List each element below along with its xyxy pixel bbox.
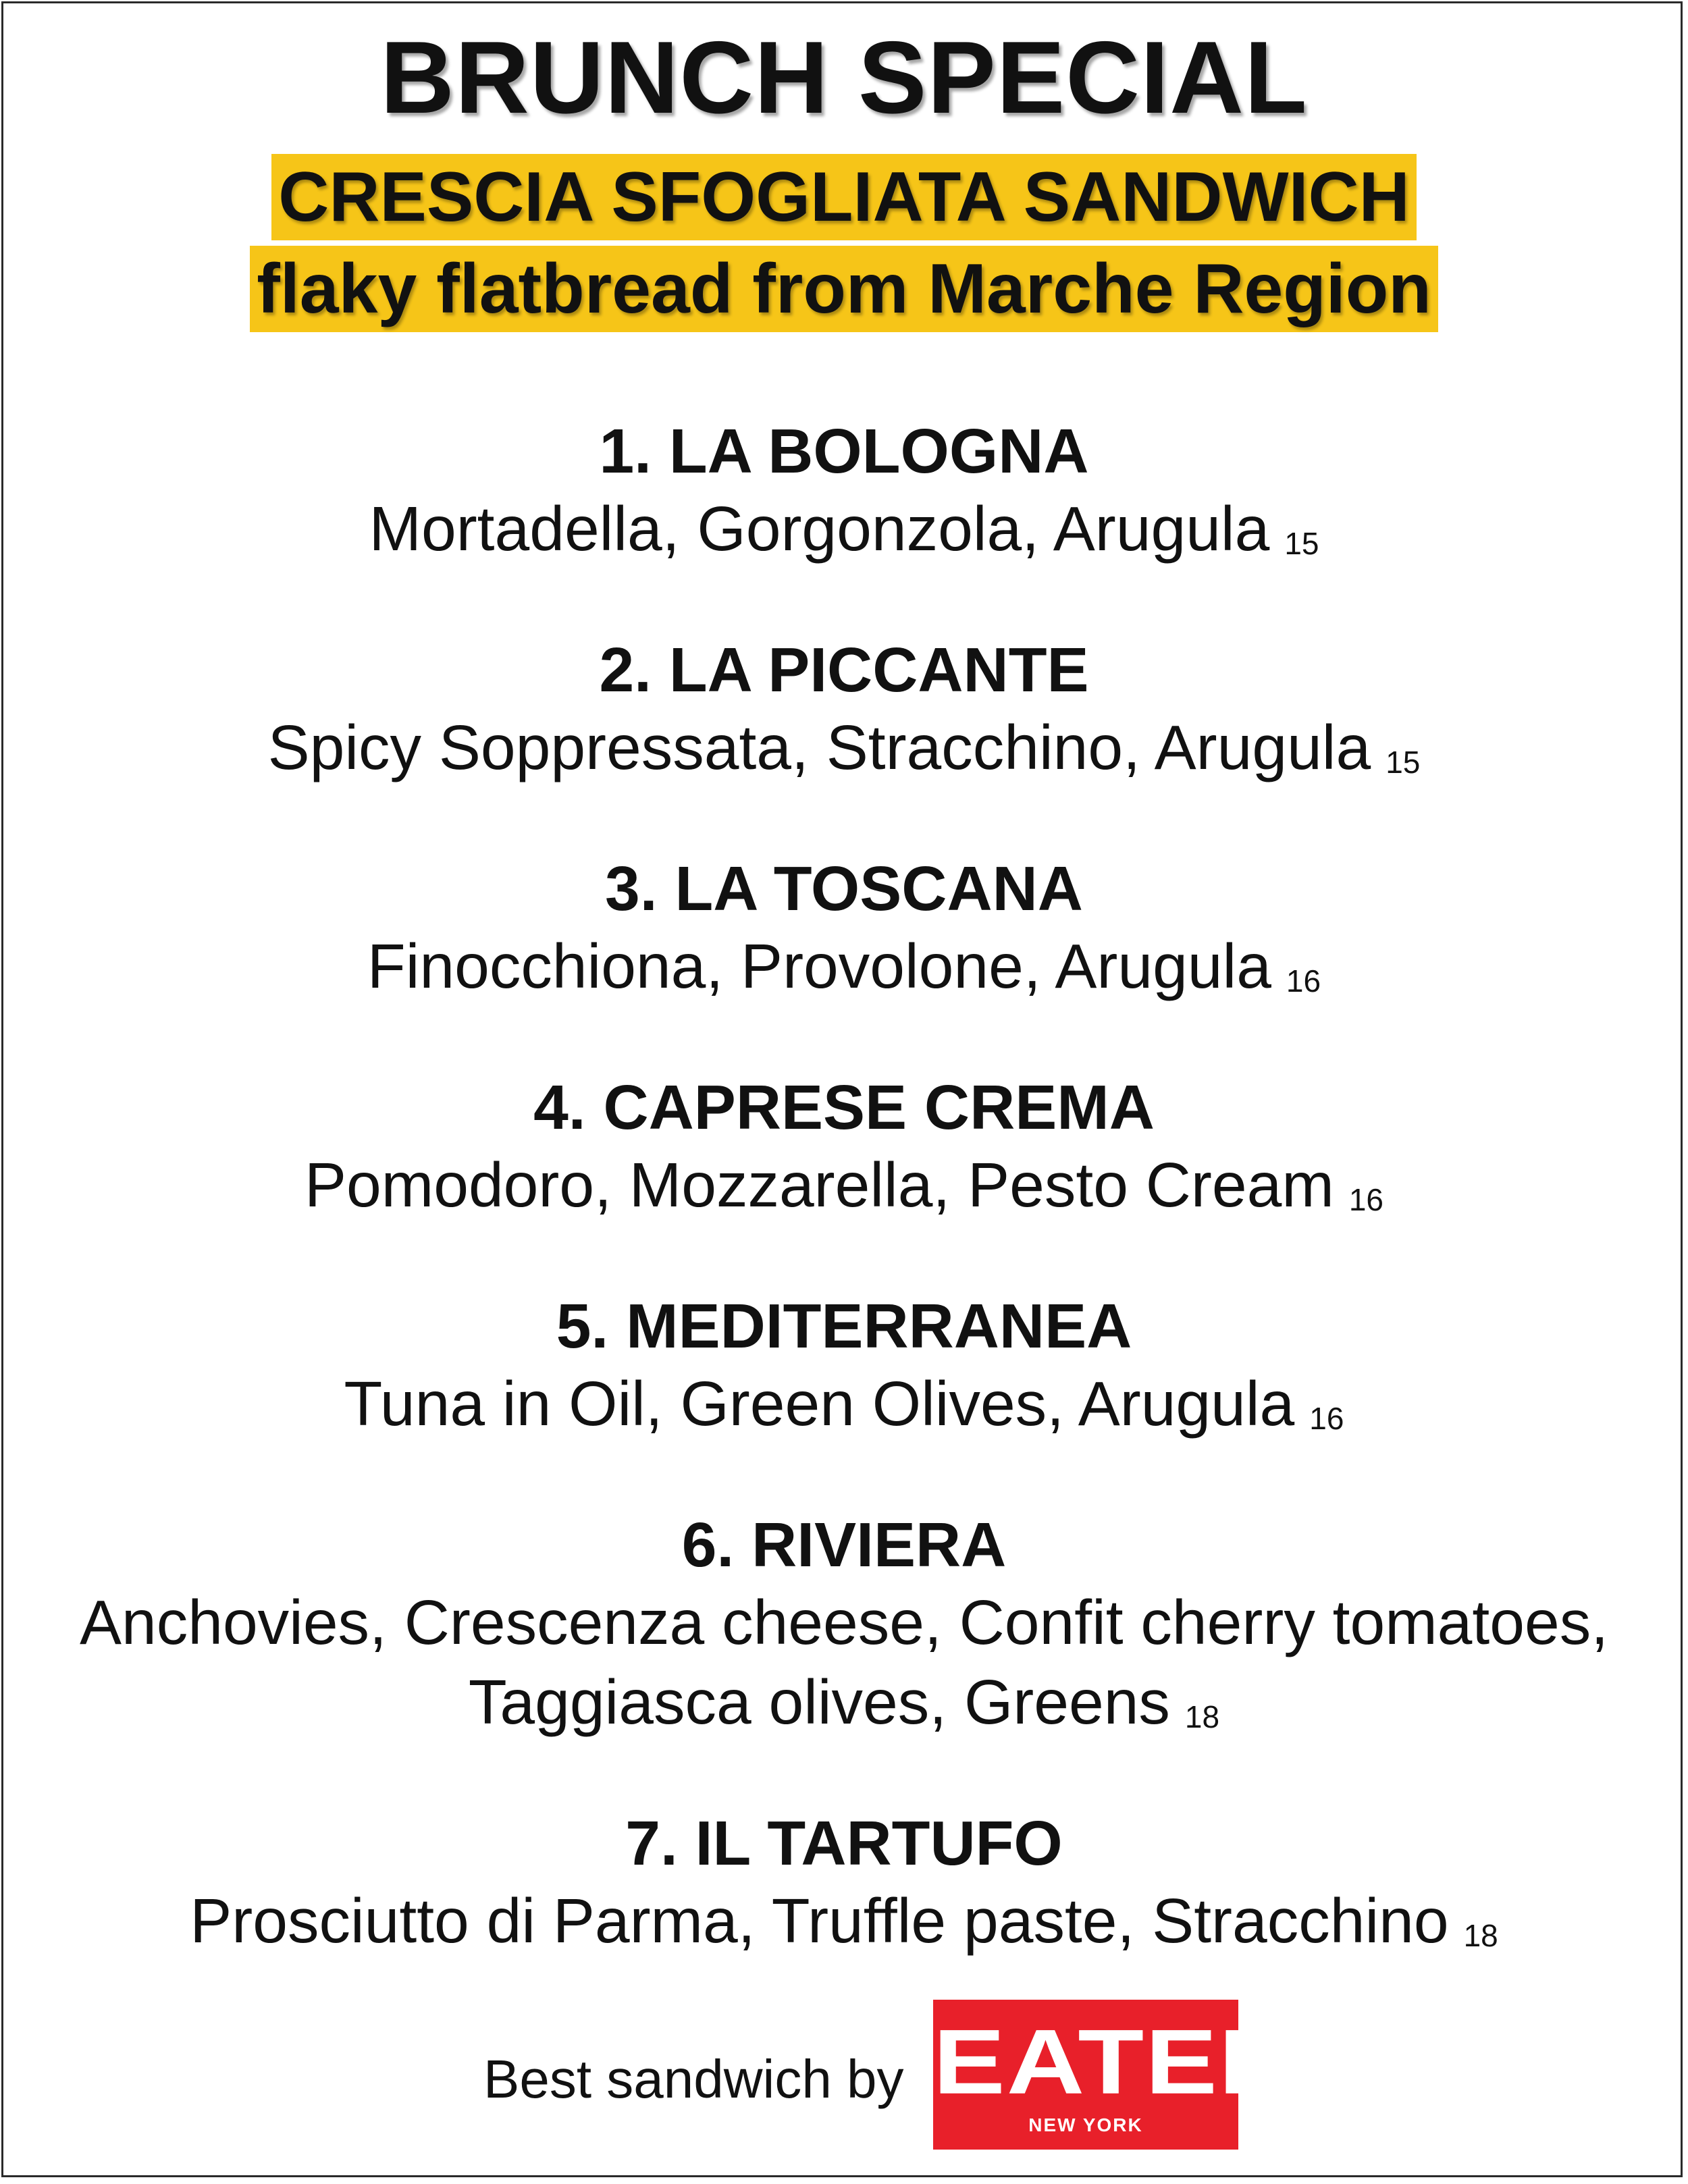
- item-description-line-1: Anchovies, Crescenza cheese, Confit cherry tomatoes,: [79, 1587, 1609, 1657]
- menu-item: [0, 1288, 1688, 1458]
- tagline-row: [0, 246, 1688, 332]
- item-price: 16: [1309, 1401, 1344, 1436]
- item-price: 15: [1284, 526, 1319, 561]
- item-price: 18: [1463, 1918, 1498, 1953]
- eater-logo: [933, 2000, 1298, 2150]
- menu-item: [0, 632, 1688, 802]
- menu-title: BRUNCH SPECIAL: [380, 20, 1308, 135]
- subtitle-row: [0, 154, 1688, 240]
- item-price: 18: [1184, 1699, 1220, 1734]
- eater-logo-subtitle: NEW YORK: [1028, 2114, 1143, 2135]
- item-ingredients: Taggiasca olives, Greens: [468, 1667, 1170, 1737]
- menu-item: [0, 1069, 1688, 1240]
- item-name: 3. LA TOSCANA: [605, 853, 1083, 924]
- item-description: [0, 708, 1688, 802]
- menu-item: [0, 851, 1688, 1021]
- item-name: 6. RIVIERA: [681, 1510, 1007, 1580]
- item-price: 15: [1386, 745, 1421, 780]
- footer-caption: Best sandwich by: [483, 2049, 904, 2109]
- item-description-line-2: [0, 1662, 1688, 1757]
- item-ingredients: Prosciutto di Parma, Truffle paste, Stracchino: [190, 1886, 1449, 1956]
- item-ingredients: Finocchiona, Provolone, Arugula: [367, 931, 1271, 1001]
- item-name: 5. MEDITERRANEA: [556, 1291, 1132, 1361]
- item-price: 16: [1286, 963, 1321, 998]
- item-description: [0, 1145, 1688, 1240]
- item-name: 2. LA PICCANTE: [599, 635, 1089, 705]
- item-description: [0, 489, 1688, 583]
- tagline-highlight: flaky flatbread from Marche Region: [250, 246, 1438, 332]
- item-ingredients: Mortadella, Gorgonzola, Arugula: [369, 494, 1270, 564]
- item-ingredients: Tuna in Oil, Green Olives, Arugula: [344, 1368, 1295, 1439]
- menu-item: [0, 1805, 1688, 1975]
- item-ingredients: Spicy Soppressata, Stracchino, Arugula: [267, 712, 1371, 782]
- item-description: [0, 1364, 1688, 1458]
- menu-item: [0, 413, 1688, 583]
- item-name: 4. CAPRESE CREMA: [533, 1072, 1155, 1142]
- item-name: 7. IL TARTUFO: [625, 1808, 1063, 1878]
- item-price: 16: [1348, 1182, 1383, 1217]
- eater-logo-word: EATER: [933, 2010, 1298, 2113]
- item-ingredients: Pomodoro, Mozzarella, Pesto Cream: [305, 1150, 1334, 1220]
- menu-item: [0, 1507, 1688, 1757]
- subtitle-highlight: CRESCIA SFOGLIATA SANDWICH: [271, 154, 1416, 240]
- item-name: 1. LA BOLOGNA: [599, 416, 1089, 486]
- item-description: [0, 1881, 1688, 1975]
- item-description: [0, 926, 1688, 1021]
